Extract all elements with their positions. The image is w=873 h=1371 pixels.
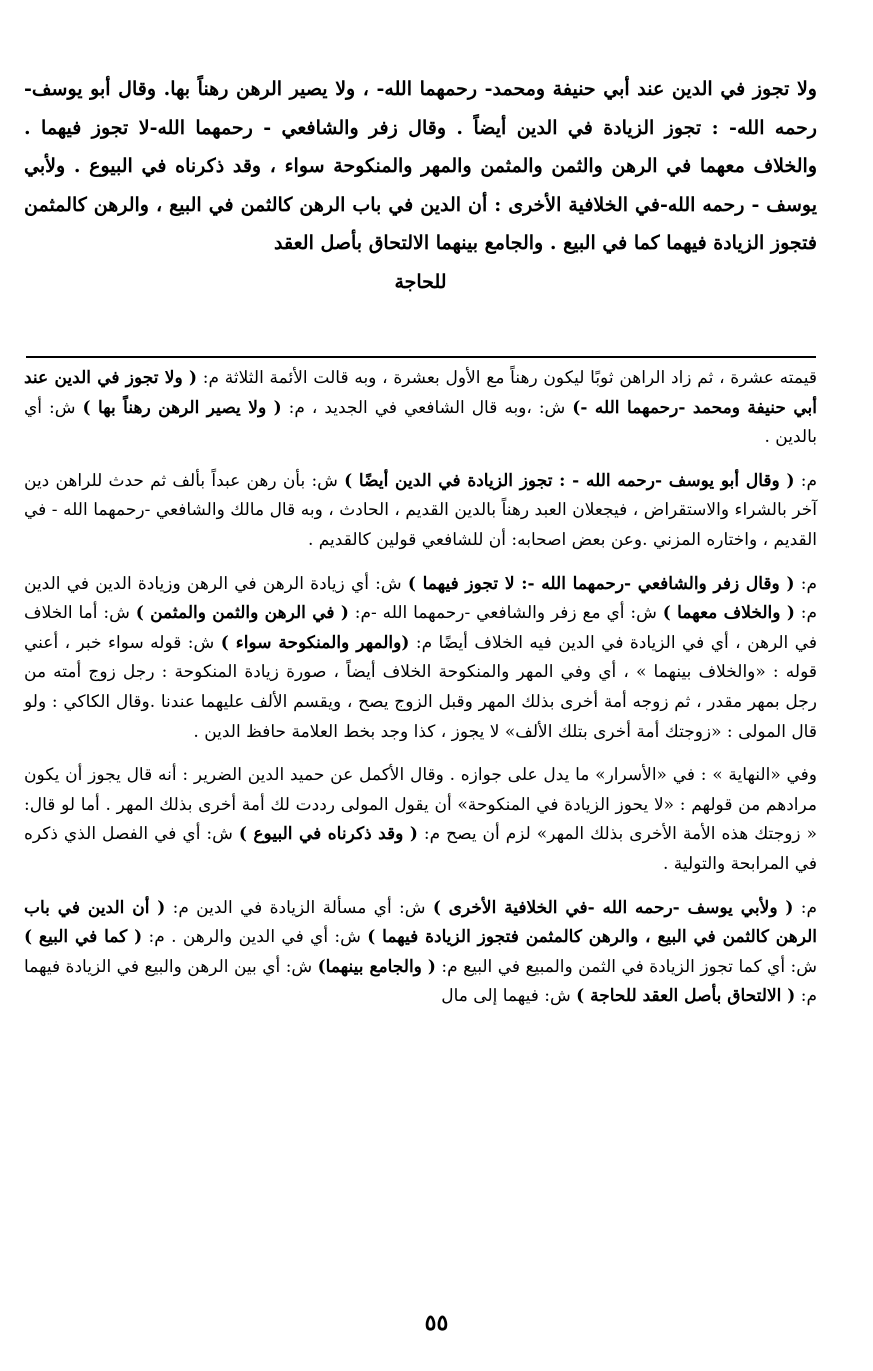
commentary-text: ش: ،وبه قال الشافعي في الجديد ، م: — [281, 397, 573, 418]
quoted-main-text: ( كما في البيع ) — [24, 927, 143, 948]
quoted-main-text: ( والجامع بينهما) — [317, 956, 436, 977]
quoted-main-text: ( أن الدين في باب الرهن كالثمن في البيع ، والرهن كالمثمن فتجوز الزيادة فيهما ) — [24, 897, 818, 948]
commentary — [24, 364, 817, 1026]
commentary-paragraph — [24, 467, 817, 556]
commentary-text: قيمته عشرة ، ثم زاد الراهن ثوبًا ليكون رهناً مع الأول بعشرة ، وبه قالت الأئمة الثلاثة م: — [197, 368, 817, 388]
commentary-text: ش: بأن رهن عبداً بألف ثم حدث للراهن دين آخر بالشراء والاستقراض ، فيجعلان العبد رهناً بالدين القديم ، الحادث ، وبه قال مالك والشافعي -رحمهما الله - في القديم ، واختاره المزني .وعن بعض اصحابه: أن للشافعي قولين كالقديم . — [24, 470, 817, 550]
quoted-main-text: ( وقال أبو يوسف -رحمه الله - : تجوز الزيادة في الدين أيضًا ) — [344, 470, 795, 491]
commentary-text: ش: أي مع زفر والشافعي -رحمهما الله -م: — [348, 603, 663, 624]
commentary-text: ش: أي بالدين . — [24, 397, 817, 448]
quoted-main-text: ( ولا تجوز في الدين عند أبي حنيفة ومحمد -رحمهما الله -) — [24, 368, 817, 418]
commentary-text: ش: أي في الفصل الذي ذكره في المرابحة والتولية . — [24, 824, 817, 874]
main-text-last-line: للحاجة — [394, 270, 447, 293]
commentary-text: م: — [794, 470, 817, 491]
commentary-text: ش: أي بين الرهن والبيع في الزيادة فيهما م: — [24, 956, 817, 1007]
separator-rule — [26, 356, 816, 358]
commentary-text: م: — [793, 897, 818, 918]
quoted-main-text: ( ولا يصير الرهن رهناً بها ) — [82, 397, 282, 418]
quoted-main-text: ( الالتحاق بأصل العقد للحاجة ) — [576, 986, 796, 1007]
quoted-main-text: (والمهر والمنكوحة سواء ) — [220, 632, 410, 653]
commentary-text: ش: أي مسألة الزيادة في الدين م: — [165, 897, 433, 918]
main-text — [24, 70, 817, 302]
quoted-main-text: ( ولأبي يوسف -رحمه الله -في الخلافية الأخرى ) — [432, 897, 794, 918]
commentary-text: ش: أي كما تجوز الزيادة في الثمن والمبيع في البيع م: — [435, 956, 817, 977]
commentary-paragraph — [24, 894, 817, 1012]
commentary-text: ش: أي في الدين والرهن . م: — [142, 927, 368, 948]
quoted-main-text: ( وقد ذكرناه في البيوع ) — [238, 824, 418, 845]
page-number: ٥٥ — [424, 1310, 449, 1336]
quoted-main-text: ( وقال زفر والشافعي -رحمهما الله -: لا تجوز فيهما ) — [407, 573, 795, 594]
main-text-body: ولا تجوز في الدين عند أبي حنيفة ومحمد- رحمهما الله- ، ولا يصير الرهن رهناً بها. وقال أبو يوسف- رحمه الله- : تجوز الزيادة في الدين أيضاً . وقال زفر والشافعي - رحمهما الله-لا تجوز فيهما . والخلاف معهما في الرهن والثمن والمثمن والمهر والمنكوحة سواء ، وقد ذكرناه في البيوع . ولأبي يوسف - رحمه الله-في الخلافية الأخرى : أن الدين في باب الرهن كالثمن في البيع ، والرهن كالمثمن فتجوز الزيادة فيهما كما في البيع . والجامع بينهما الالتحاق بأصل العقد — [24, 78, 817, 255]
commentary-paragraph — [24, 570, 817, 748]
quoted-main-text: ( في الرهن والثمن والمثمن ) — [135, 603, 349, 624]
quoted-main-text: ( والخلاف معهما ) — [662, 603, 795, 624]
commentary-text: ش: أي زيادة الرهن في الرهن وزيادة الدين في الدين م: — [24, 573, 817, 624]
commentary-paragraph — [24, 761, 817, 879]
commentary-text: ش: قوله سواء خبر ، أعني قوله : «والخلاف بينهما » ، أي وفي المهر والمنكوحة الخلاف أيضاً ، صورة زيادة المنكوحة : رجل زوج أمته من رجل بمهر مقدر ، ثم زوجه أمة أخرى بذلك المهر وقبل الزوج يصح ، ويقسم الألف عليهما عندنا .وقال الكاكي : ولو قال المولى : «زوجتك أمة أخرى بتلك الألف» لا يجوز ، كذا وجد بخط العلامة حافظ الدين . — [24, 632, 817, 742]
commentary-text: وفي «النهاية » : في «الأسرار» ما يدل على جوازه . وقال الأكمل عن حميد الدين الضرير : أنه قال يجوز أن يكون مرادهم من قولهم : «لا يحوز الزيادة في المنكوحة» أن يقول المولى رددت لك أمة أخرى بذلك المهر . أما لو قال: « زوجتك هذه الأمة الأخرى بذلك المهر» لزم أن يصح م: — [24, 765, 817, 845]
commentary-text: ش: فيهما إلى مال — [441, 986, 577, 1007]
commentary-text: م: — [794, 573, 817, 594]
commentary-text: ش: أما الخلاف في الرهن ، أي في الزيادة في الدين فيه الخلاف أيضًا م: — [24, 603, 818, 653]
commentary-paragraph — [24, 364, 817, 453]
